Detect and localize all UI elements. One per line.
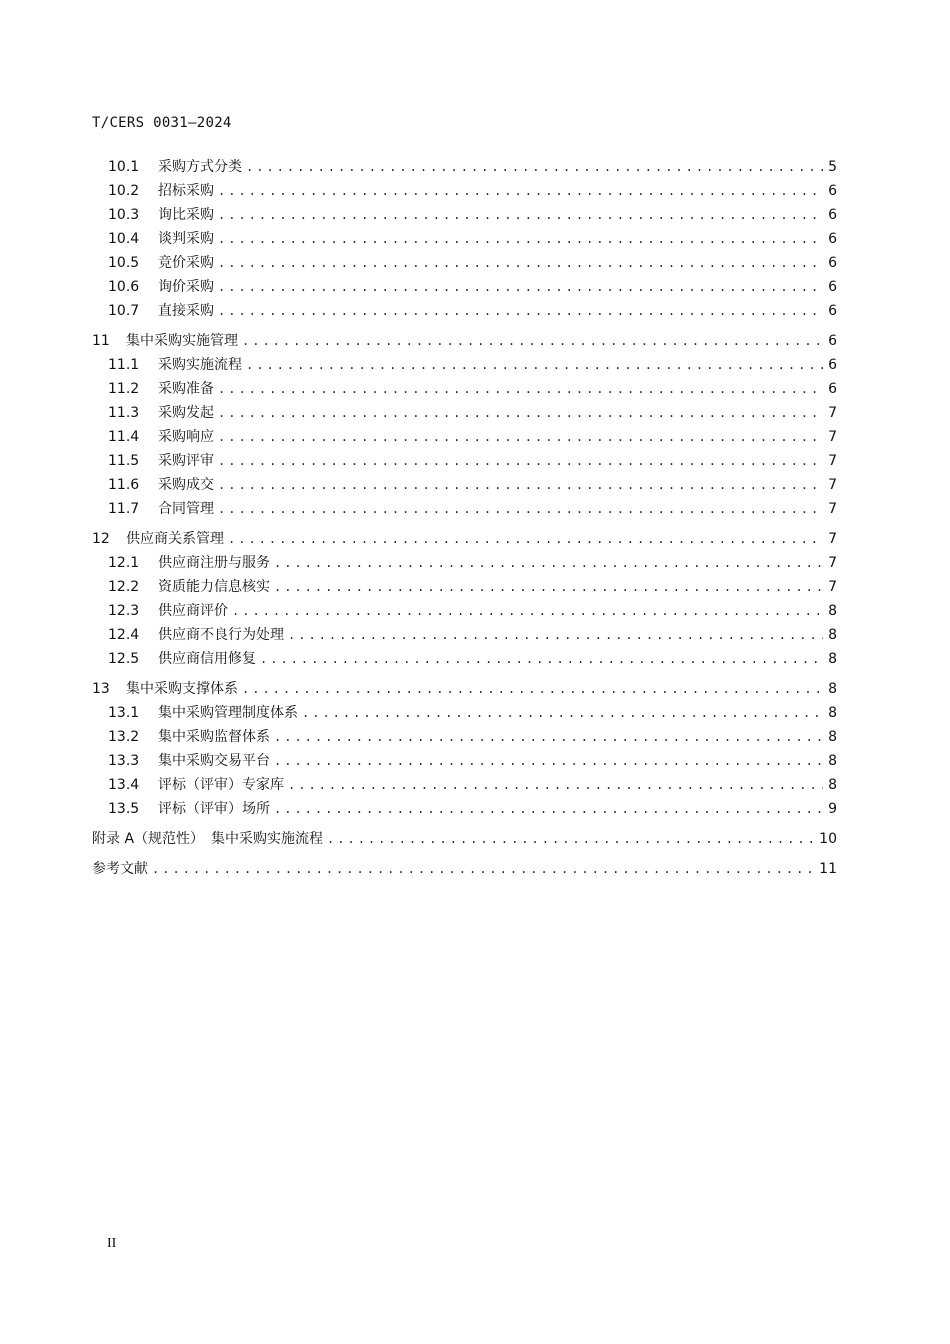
toc-entry-number: 12.2	[108, 579, 140, 595]
toc-entry[interactable]	[92, 353, 837, 377]
toc-entry-title: 采购方式分类	[158, 159, 242, 175]
toc-entry-title: 集中采购监督体系	[158, 729, 270, 745]
toc-entry-page: 10	[819, 831, 837, 847]
toc-entry-title: 资质能力信息核实	[158, 579, 270, 595]
toc-entry-page: 6	[828, 303, 837, 319]
toc-entry-number: 12.4	[108, 627, 140, 643]
toc-entry[interactable]	[92, 797, 837, 821]
toc-entry[interactable]	[92, 677, 837, 701]
toc-entry-number: 10.6	[108, 279, 140, 295]
toc-entry-title: 附录 A（规范性） 集中采购实施流程	[92, 831, 324, 847]
toc-entry-title: 供应商评价	[158, 603, 228, 619]
dot-leader	[218, 449, 823, 473]
toc-entry[interactable]	[92, 473, 837, 497]
dot-leader	[218, 251, 823, 275]
toc-entry[interactable]	[92, 251, 837, 275]
toc-entry-title: 合同管理	[158, 501, 214, 517]
toc-entry-page: 5	[828, 159, 837, 175]
toc-entry-number: 10.4	[108, 231, 140, 247]
toc-entry[interactable]	[92, 773, 837, 797]
toc-entry-title: 供应商关系管理	[126, 531, 224, 547]
dot-leader	[218, 227, 823, 251]
toc-entry-number: 13.1	[108, 705, 140, 721]
toc-entry-page: 6	[828, 231, 837, 247]
toc-entry-title: 评标（评审）专家库	[158, 777, 284, 793]
toc-entry[interactable]	[92, 725, 837, 749]
dot-leader	[246, 155, 823, 179]
dot-leader	[274, 749, 823, 773]
toc-entry[interactable]	[92, 449, 837, 473]
toc-entry-title: 供应商注册与服务	[158, 555, 270, 571]
dot-leader	[327, 827, 815, 851]
dot-leader	[260, 647, 823, 671]
toc-entry-title: 采购发起	[158, 405, 214, 421]
toc-entry-number: 12	[92, 531, 110, 547]
toc-entry-page: 8	[828, 681, 837, 697]
dot-leader	[274, 725, 823, 749]
toc-entry[interactable]	[92, 857, 837, 881]
toc-entry[interactable]	[92, 701, 837, 725]
toc-entry-number: 11	[92, 333, 110, 349]
toc-entry-title: 谈判采购	[158, 231, 214, 247]
toc-entry-page: 8	[828, 651, 837, 667]
toc-entry-title: 直接采购	[158, 303, 214, 319]
toc-entry-number: 10.5	[108, 255, 140, 271]
toc-entry-number: 11.4	[108, 429, 140, 445]
toc-entry-number: 11.3	[108, 405, 140, 421]
toc-entry[interactable]	[92, 299, 837, 323]
dot-leader	[274, 797, 823, 821]
dot-leader	[274, 575, 823, 599]
toc-entry-title: 竞价采购	[158, 255, 214, 271]
toc-entry-page: 8	[828, 627, 837, 643]
toc-entry-number: 11.7	[108, 501, 140, 517]
toc-entry[interactable]	[92, 179, 837, 203]
dot-leader	[218, 203, 823, 227]
toc-entry-page: 7	[828, 579, 837, 595]
dot-leader	[218, 401, 823, 425]
toc-entry-page: 6	[828, 183, 837, 199]
toc-entry-number: 11.6	[108, 477, 140, 493]
toc-entry-title: 询比采购	[158, 207, 214, 223]
dot-leader	[288, 623, 823, 647]
toc-entry-title: 采购评审	[158, 453, 214, 469]
toc-entry-title: 评标（评审）场所	[158, 801, 270, 817]
toc-entry-page: 11	[819, 861, 837, 877]
toc-entry[interactable]	[92, 329, 837, 353]
toc-entry-number: 11.5	[108, 453, 140, 469]
toc-entry-page: 7	[828, 531, 837, 547]
toc-entry-number: 10.7	[108, 303, 140, 319]
dot-leader	[242, 329, 823, 353]
dot-leader	[302, 701, 823, 725]
toc-entry-title: 集中采购交易平台	[158, 753, 270, 769]
toc-entry-title: 询价采购	[158, 279, 214, 295]
toc-entry-number: 12.3	[108, 603, 140, 619]
toc-entry-number: 13.2	[108, 729, 140, 745]
dot-leader	[218, 377, 823, 401]
toc-entry-number: 12.1	[108, 555, 140, 571]
toc-entry[interactable]	[92, 827, 837, 851]
toc-entry-title: 供应商信用修复	[158, 651, 256, 667]
toc-entry-title: 参考文献	[92, 861, 148, 877]
toc-entry[interactable]	[92, 227, 837, 251]
toc-entry[interactable]	[92, 377, 837, 401]
toc-entry[interactable]	[92, 275, 837, 299]
dot-leader	[232, 599, 823, 623]
toc-entry-number: 10.2	[108, 183, 140, 199]
toc-entry[interactable]	[92, 497, 837, 521]
toc-entry[interactable]	[92, 599, 837, 623]
toc-entry-number: 11.2	[108, 381, 140, 397]
toc-entry-page: 6	[828, 279, 837, 295]
toc-entry-page: 8	[828, 729, 837, 745]
toc-entry[interactable]	[92, 749, 837, 773]
dot-leader	[218, 179, 823, 203]
toc-entry-title: 采购准备	[158, 381, 214, 397]
toc-entry[interactable]	[92, 575, 837, 599]
toc-entry-title: 集中采购实施管理	[126, 333, 238, 349]
dot-leader	[218, 497, 823, 521]
toc-entry[interactable]	[92, 527, 837, 551]
toc-entry[interactable]	[92, 155, 837, 179]
toc-entry[interactable]	[92, 401, 837, 425]
toc-entry-number: 13	[92, 681, 110, 697]
toc-entry-number: 10.3	[108, 207, 140, 223]
toc-entry-page: 6	[828, 333, 837, 349]
toc-entry-page: 7	[828, 405, 837, 421]
dot-leader	[152, 857, 815, 881]
page-number: II	[107, 1236, 117, 1251]
toc-entry-page: 8	[828, 753, 837, 769]
toc-entry-number: 13.3	[108, 753, 140, 769]
toc-entry-page: 9	[828, 801, 837, 817]
toc-entry-page: 8	[828, 603, 837, 619]
toc-entry-page: 6	[828, 381, 837, 397]
toc-entry-number: 13.5	[108, 801, 140, 817]
toc-entry-page: 6	[828, 207, 837, 223]
dot-leader	[218, 299, 823, 323]
dot-leader	[218, 425, 823, 449]
toc-entry-page: 7	[828, 429, 837, 445]
toc-entry-title: 集中采购支撑体系	[126, 681, 238, 697]
dot-leader	[274, 551, 823, 575]
toc-entry-title: 采购实施流程	[158, 357, 242, 373]
toc-entry[interactable]	[92, 623, 837, 647]
toc-entry-page: 7	[828, 477, 837, 493]
toc-entry-number: 10.1	[108, 159, 140, 175]
toc-entry[interactable]	[92, 647, 837, 671]
toc-entry-page: 6	[828, 255, 837, 271]
toc-entry-page: 7	[828, 501, 837, 517]
toc-entry-title: 集中采购管理制度体系	[158, 705, 298, 721]
toc-entry[interactable]	[92, 425, 837, 449]
toc-entry-page: 7	[828, 555, 837, 571]
toc-entry-title: 采购响应	[158, 429, 214, 445]
dot-leader	[242, 677, 823, 701]
toc-entry-number: 12.5	[108, 651, 140, 667]
toc-entry-page: 8	[828, 777, 837, 793]
dot-leader	[228, 527, 823, 551]
toc-entry-number: 11.1	[108, 357, 140, 373]
table-of-contents	[92, 155, 837, 881]
dot-leader	[288, 773, 823, 797]
dot-leader	[218, 275, 823, 299]
toc-entry-title: 供应商不良行为处理	[158, 627, 284, 643]
toc-entry[interactable]	[92, 203, 837, 227]
document-code: T/CERS 0031—2024	[92, 115, 232, 131]
toc-entry-title: 招标采购	[158, 183, 214, 199]
toc-entry-page: 8	[828, 705, 837, 721]
toc-entry-number: 13.4	[108, 777, 140, 793]
toc-entry[interactable]	[92, 551, 837, 575]
toc-entry-page: 6	[828, 357, 837, 373]
dot-leader	[218, 473, 823, 497]
dot-leader	[246, 353, 823, 377]
toc-entry-title: 采购成交	[158, 477, 214, 493]
toc-entry-page: 7	[828, 453, 837, 469]
